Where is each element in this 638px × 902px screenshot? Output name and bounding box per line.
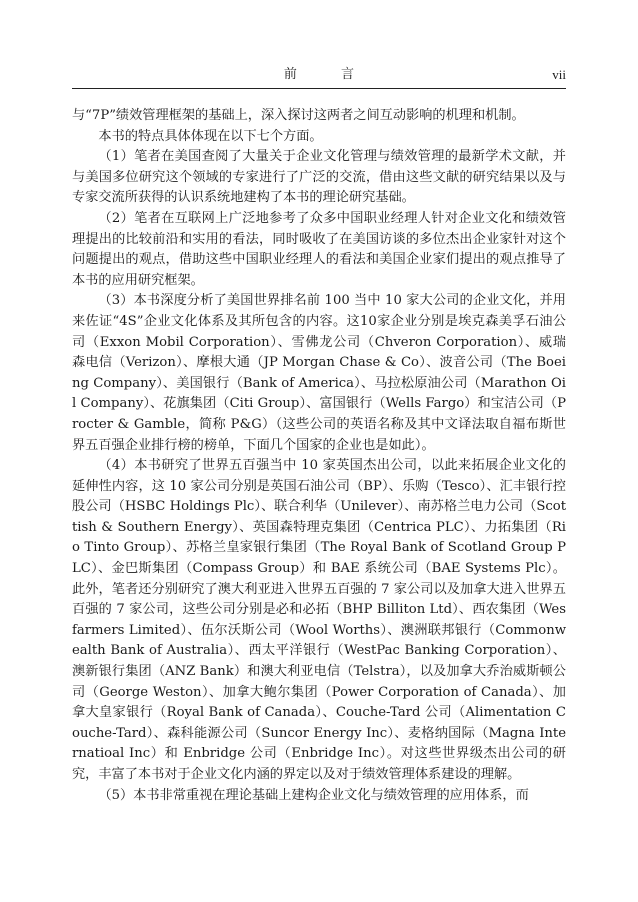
paragraph-point-3: （3）本书深度分析了美国世界排名前 100 当中 10 家大公司的企业文化，并用来佐证“4S”企业文化体系及其所包含的内容。这10家企业分别是埃克森美孚石油公司（Exxon Mobil Corporation）、雪佛龙公司（Chveron Corporation）、威瑞森电信（Verizon）、摩根大通（JP Morgan Chase & Co）、波音公司（The Boeing Company）、美国银行（Bank of America）、马拉松原油公司（Marathon Oil Company）、花旗集团（Citi Group）、富国银行（Wells Fargo）和宝洁公司（Procter & Gamble，简称 P&G）（这些公司的英语名称及其中文译法取自福布斯世界五百强企业排行榜的榜单，下面几个国家的企业也是如此）。: [72, 293, 566, 453]
running-header: [72, 66, 566, 89]
page-number: vii: [552, 67, 566, 82]
paragraph-continuation: 与“7P”绩效管理框架的基础上，深入探讨这两者之间互动影响的机理和机制。: [72, 108, 525, 123]
paragraph-point-2: （2）笔者在互联网上广泛地参考了众多中国职业经理人针对企业文化和绩效管理提出的比较前沿和实用的看法，同时吸收了在美国访谈的多位杰出企业家针对这个问题提出的观点，借助这些中国职业经理人的看法和美国企业家们提出的观点推导了本书的应用研究框架。: [72, 210, 566, 288]
running-title: 前 言: [283, 67, 375, 82]
paragraph-point-1: （1）笔者在美国查阅了大量关于企业文化管理与绩效管理的最新学术文献，并与美国多位研究这个领域的专家进行了广泛的交流，借由这些文献的研究结果以及与专家交流所获得的认识系统地建构了本书的理论研究基础。: [72, 149, 566, 206]
paragraph-intro: 本书的特点具体体现在以下七个方面。: [98, 128, 323, 144]
paragraph-point-4: （4）本书研究了世界五百强当中 10 家英国杰出公司，以此来拓展企业文化的延伸性内容，这 10 家公司分别是英国石油公司（BP）、乐购（Tesco）、汇丰银行控股公司（HSBC Holdings Plc）、联合利华（Unilever）、南苏格兰电力公司（Scottish & Southern Energy）、英国森特理克集团（Centrica PLC）、力拓集团（Rio Tinto Group）、苏格兰皇家银行集团（The Royal Bank of Scotland Group PLC）、金巴斯集团（Compass Group）和 BAE 系统公司（BAE Systems Plc）。此外，笔者还分别研究了澳大利亚进入世界五百强的 7 家公司以及加拿大进入世界五百强的 7 家公司，这些公司分别是必和必拓（BHP Billiton Ltd）、西农集团（Wesfarmers Limited）、伍尔沃斯公司（Wool Worths）、澳洲联邦银行（Commonwealth Bank of Australia）、西太平洋银行（WestPac Banking Corporation）、澳新银行集团（ANZ Bank）和澳大利亚电信（Telstra），以及加拿大乔治威斯顿公司（George Weston）、加拿大鲍尔集团（Power Corporation of Canada）、加拿大皇家银行（Royal Bank of Canada）、Couche-Tard 公司（Alimentation Couche-Tard）、森科能源公司（Suncor Energy Inc）、麦格纳国际（Magna Internatioal Inc）和 Enbridge 公司（Enbridge Inc）。对这些世界级杰出公司的研究，丰富了本书对于企业文化内涵的界定以及对于绩效管理体系建设的理解。: [72, 458, 566, 782]
paragraph-point-5: （5）本书非常重视在理论基础上建构企业文化与绩效管理的应用体系，而: [98, 787, 529, 803]
body-text: [72, 106, 566, 806]
